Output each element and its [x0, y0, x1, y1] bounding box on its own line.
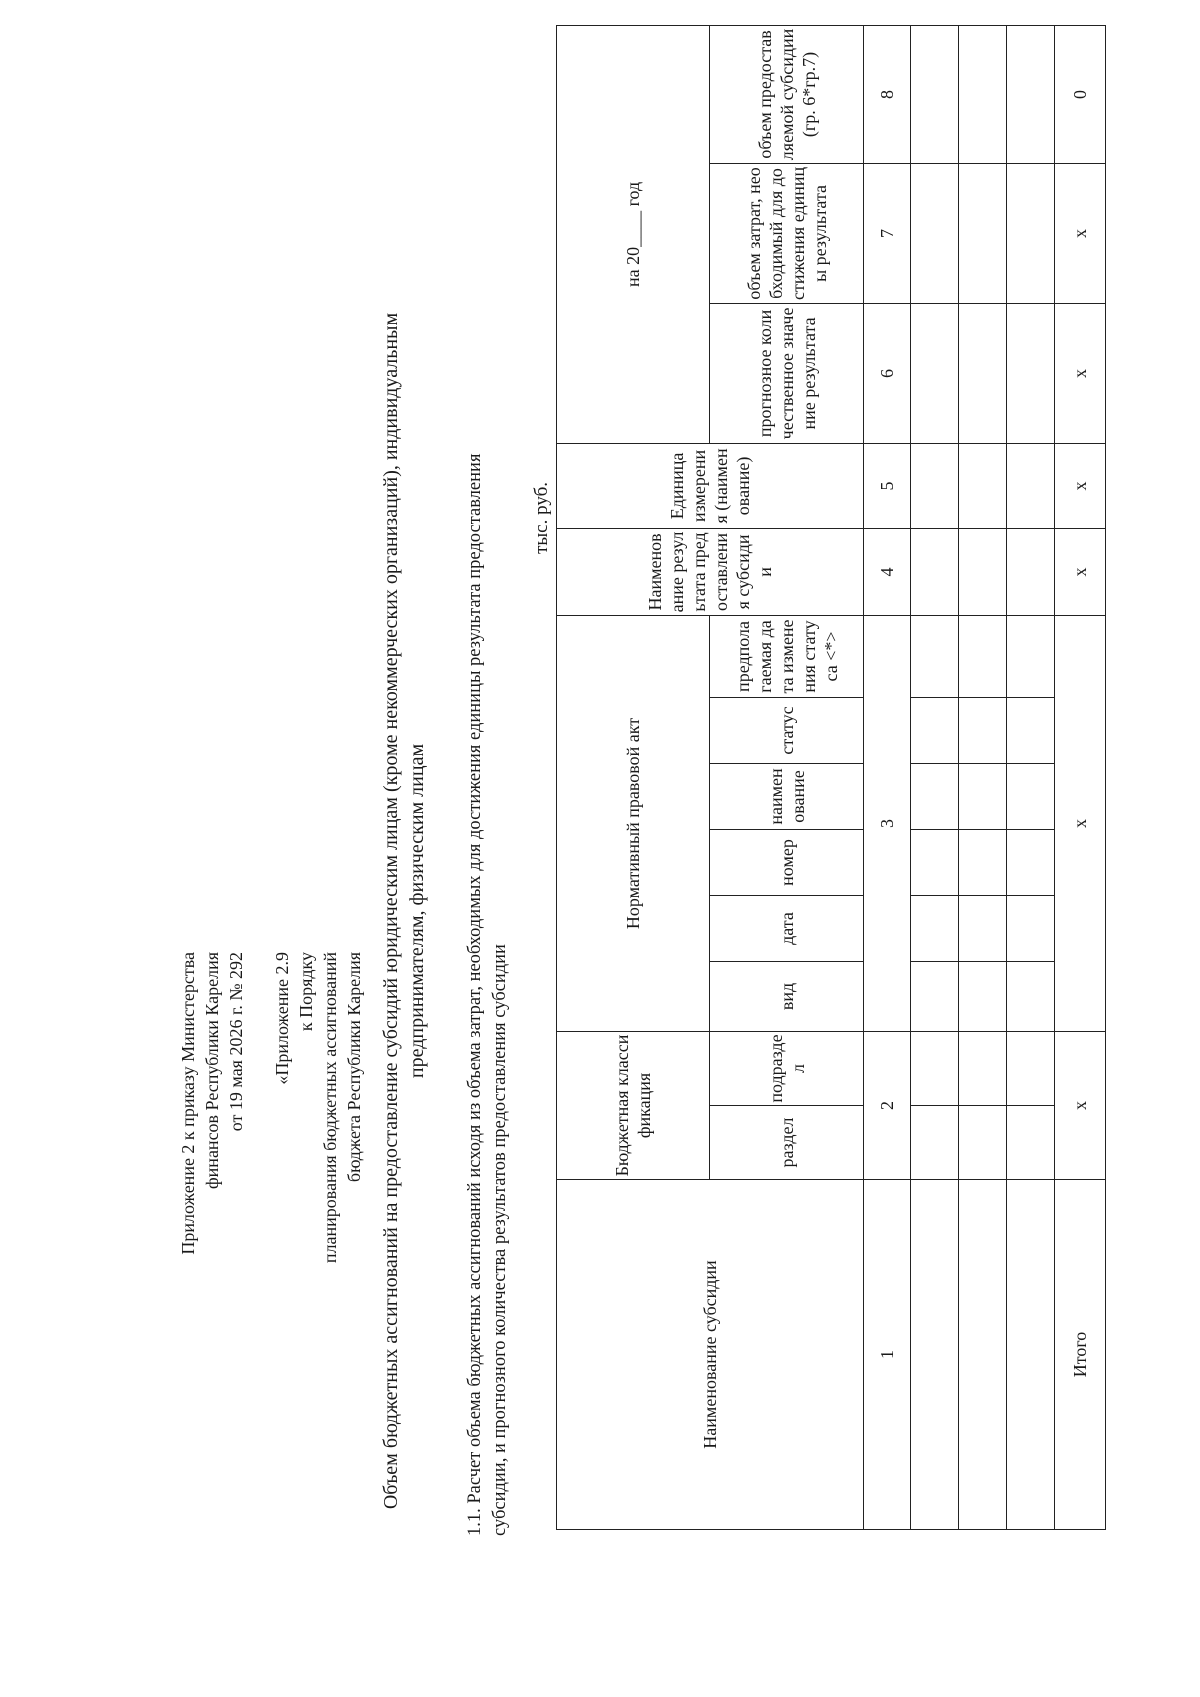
table-cell — [911, 698, 959, 764]
table-cell — [1007, 1180, 1055, 1530]
table-cell — [911, 163, 959, 303]
table-cell — [1007, 1032, 1055, 1106]
table-cell — [959, 1106, 1007, 1180]
table-cell — [959, 163, 1007, 303]
header-act-type: вид — [710, 962, 864, 1032]
table-cell — [1007, 962, 1055, 1032]
table-cell — [959, 1032, 1007, 1106]
column-number: 4 — [864, 528, 911, 615]
header-unit-cost: объем затрат, необходимый для достижения единицы результата — [710, 163, 864, 303]
table-row — [1007, 25, 1055, 1529]
appendix-reference-line: «Приложение 2.9 — [272, 952, 292, 1085]
document-title-line: Объем бюджетных ассигнований на предоставление субсидий юридическим лицам (кроме некоммерческих организаций), индивидуальным — [380, 312, 402, 1510]
total-result-name: х — [1055, 528, 1106, 615]
table-header-row — [557, 25, 710, 1529]
column-number: 1 — [864, 1180, 911, 1530]
header-subsidy-volume: объем предоставляемой субсидии (гр. 6*гр.7) — [710, 25, 864, 163]
appendix-reference-line: к Порядку — [296, 952, 316, 1032]
header-act-name: наименование — [710, 764, 864, 830]
table-cell — [911, 1032, 959, 1106]
total-unit: х — [1055, 443, 1106, 528]
table-cell — [911, 1180, 959, 1530]
table-cell — [959, 615, 1007, 697]
header-subsection: подраздел — [710, 1032, 864, 1106]
table-cell — [911, 615, 959, 697]
table-row — [911, 25, 959, 1529]
header-result-name: Наименование результата предоставления субсидии — [557, 528, 864, 615]
document-sheet — [48, 28, 1148, 1626]
order-reference-line: Приложение 2 к приказу Министерства — [178, 952, 198, 1255]
header-act-date: дата — [710, 896, 864, 962]
appendix-reference-line: бюджета Республики Карелия — [344, 952, 364, 1183]
table-cell — [911, 443, 959, 528]
table-cell — [1007, 528, 1055, 615]
table-cell — [959, 764, 1007, 830]
table-cell — [1007, 163, 1055, 303]
table-cell — [959, 962, 1007, 1032]
table-cell — [959, 443, 1007, 528]
total-label: Итого — [1055, 1180, 1106, 1530]
column-number: 6 — [864, 303, 911, 443]
table-cell — [911, 962, 959, 1032]
total-legal-act: х — [1055, 615, 1106, 1031]
table-cell — [1007, 698, 1055, 764]
total-subsidy-volume: 0 — [1055, 25, 1106, 163]
table-cell — [959, 303, 1007, 443]
table-cell — [911, 25, 959, 163]
table-cell — [1007, 830, 1055, 896]
table-cell — [1007, 443, 1055, 528]
document-title-line: предпринимателям, физическим лицам — [406, 743, 428, 1079]
table-cell — [959, 528, 1007, 615]
document-title — [378, 286, 430, 1536]
table-cell — [959, 698, 1007, 764]
table-cell — [959, 896, 1007, 962]
order-reference-line: финансов Республики Карелия — [202, 952, 222, 1189]
table-cell — [1007, 1106, 1055, 1180]
table-cell — [911, 764, 959, 830]
section-heading-line: 1.1. Расчет объема бюджетных ассигнований исходя из объема затрат, необходимых для достижения единицы результата предоставления — [465, 453, 485, 1536]
header-legal-act: Нормативный правовой акт — [557, 615, 710, 1031]
appendix-reference — [270, 952, 366, 1472]
table-cell — [1007, 896, 1055, 962]
section-heading-line: субсидии, и прогнозного количества результатов предоставления субсидии — [490, 944, 510, 1536]
header-year: на 20____ год — [557, 25, 710, 443]
table-cell — [1007, 615, 1055, 697]
header-budget-classification: Бюджетная классификация — [557, 1032, 710, 1180]
table-row — [959, 25, 1007, 1529]
header-unit: Единица измерения (наименование) — [557, 443, 864, 528]
total-budget-classification: х — [1055, 1032, 1106, 1180]
order-reference — [176, 952, 248, 1472]
table-cell — [959, 830, 1007, 896]
column-number: 3 — [864, 615, 911, 1031]
header-subsidy-name: Наименование субсидии — [557, 1180, 864, 1530]
table-cell — [959, 1180, 1007, 1530]
total-forecast-value: х — [1055, 303, 1106, 443]
header-act-status: статус — [710, 698, 864, 764]
header-section: раздел — [710, 1106, 864, 1180]
table-cell — [911, 303, 959, 443]
table-cell — [911, 830, 959, 896]
column-number: 2 — [864, 1032, 911, 1180]
column-number: 5 — [864, 443, 911, 528]
table-cell — [1007, 303, 1055, 443]
section-heading — [463, 236, 513, 1536]
column-number: 8 — [864, 25, 911, 163]
header-forecast-value: прогнозное количественное значение результата — [710, 303, 864, 443]
column-number: 7 — [864, 163, 911, 303]
table-cell — [911, 896, 959, 962]
header-act-number: номер — [710, 830, 864, 896]
table-cell — [911, 1106, 959, 1180]
subsidy-calculation-table — [556, 25, 1106, 1530]
table-cell — [959, 25, 1007, 163]
order-reference-line: от 19 мая 2026 г. № 292 — [226, 952, 246, 1132]
total-row — [1055, 25, 1106, 1529]
column-number-row — [864, 25, 911, 1529]
table-cell — [1007, 25, 1055, 163]
units-label: тыс. руб. — [531, 482, 552, 554]
header-act-change-date: предполагаемая дата изменения статуса <*> — [710, 615, 864, 697]
table-cell — [1007, 764, 1055, 830]
appendix-reference-line: планирования бюджетных ассигнований — [320, 952, 340, 1264]
table-cell — [911, 528, 959, 615]
total-unit-cost: х — [1055, 163, 1106, 303]
